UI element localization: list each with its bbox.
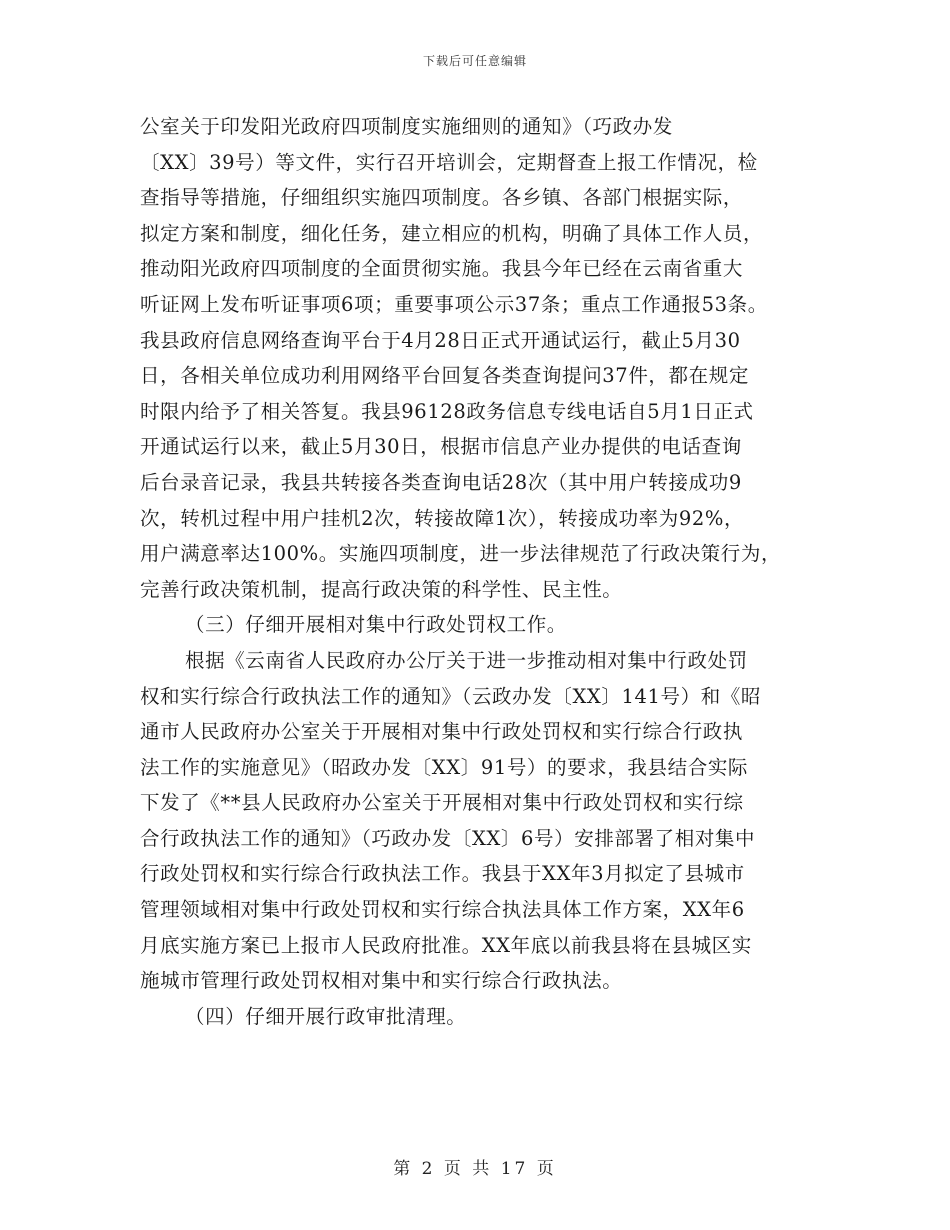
paragraph-line: 次，转机过程中用户挂机2次，转接故障1次），转接成功率为92%， xyxy=(140,506,745,530)
paragraph-line: 管理领域相对集中行政处罚权和实行综合执法具体工作方案，XX年6 xyxy=(140,898,745,922)
section-heading: （四）仔细开展行政审批清理。 xyxy=(185,1004,467,1028)
paragraph-line: 施城市管理行政处罚权相对集中和实行综合行政执法。 xyxy=(140,969,623,993)
paragraph-line: 查指导等措施，仔细组织实施四项制度。各乡镇、各部门根据实际， xyxy=(140,186,744,210)
paragraph-line: 听证网上发布听证事项6项；重要事项公示37条；重点工作通报53条。 xyxy=(140,292,768,316)
header-note: 下载后可任意编辑 xyxy=(422,54,527,68)
paragraph-line: 行政处罚权和实行综合行政执法工作。我县于XX年3月拟定了县城市 xyxy=(140,862,745,886)
paragraph-line: 下发了《**县人民政府办公室关于开展相对集中行政处罚权和实行综 xyxy=(140,791,744,815)
paragraph-line: 月底实施方案已上报市人民政府批准。XX年底以前我县将在县城区实 xyxy=(140,933,752,957)
section-heading: （三）仔细开展相对集中行政处罚权工作。 xyxy=(185,613,567,637)
paragraph-line: 推动阳光政府四项制度的全面贯彻实施。我县今年已经在云南省重大 xyxy=(140,257,744,281)
paragraph-line: 日，各相关单位成功利用网络平台回复各类查询提问37件，都在规定 xyxy=(140,364,749,388)
paragraph-line: 根据《云南省人民政府办公厅关于进一步推动相对集中行政处罚 xyxy=(185,648,748,672)
paragraph-line: 公室关于印发阳光政府四项制度实施细则的通知》（巧政办发 xyxy=(140,115,673,138)
paragraph-line: 合行政执法工作的通知》（巧政办发〔XX〕6号）安排部署了相对集中 xyxy=(140,826,756,850)
paragraph-line: 我县政府信息网络查询平台于4月28日正式开通试运行，截止5月30 xyxy=(140,328,741,352)
body-text xyxy=(140,109,830,1034)
paragraph-line: 用户满意率达100%。实施四项制度，进一步法律规范了行政决策行为， xyxy=(140,542,782,566)
paragraph-line: 法工作的实施意见》（昭政办发〔XX〕91号）的要求，我县结合实际 xyxy=(140,755,749,779)
page-number: 第 2 页 共 17 页 xyxy=(393,1159,557,1179)
paragraph-line: 完善行政决策机制，提高行政决策的科学性、民主性。 xyxy=(140,577,623,601)
paragraph-line: 〔XX〕39号）等文件，实行召开培训会，定期督查上报工作情况，检 xyxy=(140,150,758,174)
paragraph-line: 开通试运行以来，截止5月30日，根据市信息产业办提供的电话查询 xyxy=(140,435,742,459)
paragraph-line: 权和实行综合行政执法工作的通知》（云政办发〔XX〕141号）和《昭 xyxy=(140,684,762,708)
paragraph-line: 时限内给予了相关答复。我县96128政务信息专线电话自5月1日正式 xyxy=(140,399,754,423)
paragraph-line: 拟定方案和制度，细化任务，建立相应的机构，明确了具体工作人员， xyxy=(140,221,764,245)
paragraph-line: 后台录音记录，我县共转接各类查询电话28次（其中用户转接成功9 xyxy=(140,470,742,494)
paragraph-line: 通市人民政府办公室关于开展相对集中行政处罚权和实行综合行政执 xyxy=(140,720,744,744)
